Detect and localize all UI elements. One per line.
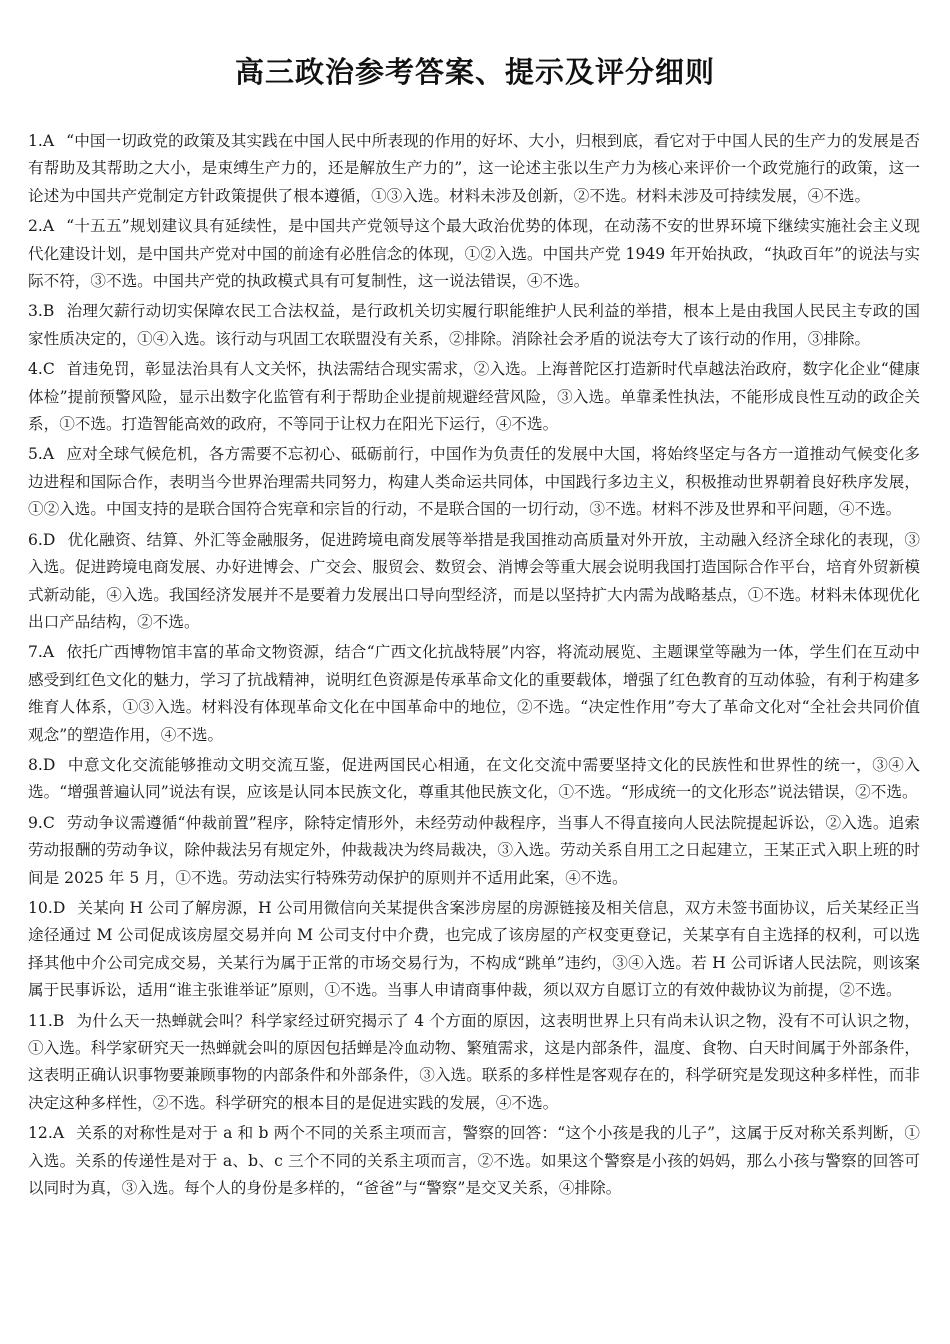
explanation-text: 依托广西博物馆丰富的革命文物资源，结合“广西文化抗战特展”内容，将流动展览、主题课堂等融为一体，学生们在互动中感受到红色文化的魅力，学习了抗战精神，说明红色资源是传承革命文化的重要载体，增强了红色教育的互动体验，有利于构建多维育人体系，①③入选。材料没有体现革命文化在中国革命中的地位，②不选。“决定性作用”夸大了革命文化对“全社会共同价值观念”的塑造作用，④不选。	[28, 643, 920, 744]
answer-item-12	[28, 1120, 920, 1202]
answer-item-2	[28, 213, 920, 295]
explanation-text: 优化融资、结算、外汇等金融服务，促进跨境电商发展等举措是我国推动高质量对外开放，主动融入经济全球化的表现，③入选。促进跨境电商发展、办好进博会、广交会、服贸会、数贸会、消博会等重大展会说明我国打造国际合作平台，培育外贸新模式新动能，④入选。我国经济发展并不是要着力发展出口导向型经济，而是以坚持扩大内需为战略基点，①不选。材料未体现优化出口产品结构，②不选。	[28, 530, 920, 631]
answer-letter: C	[42, 360, 55, 379]
answer-item-5	[28, 441, 920, 523]
explanation-text: “中国一切政党的政策及其实践在中国人民中所表现的作用的好坏、大小，归根到底，看它对于中国人民的生产力的发展是否有帮助及其帮助之大小，是束缚生产力的，还是解放生产力的”，这一论述主张以生产力为核心来评价一个政党施行的政策，这一论述为中国共产党制定方针政策提供了根本遵循，①③入选。材料未涉及创新，②不选。材料未涉及可持续发展，④不选。	[28, 132, 920, 205]
answer-item-6	[28, 527, 920, 637]
answer-item-7	[28, 639, 920, 749]
explanation-text: 为什么天一热蝉就会叫？科学家经过研究揭示了 4 个方面的原因，这表明世界上只有尚未认识之物，没有不可认识之物，①入选。科学家研究天一热蝉就会叫的原因包括蝉是冷血动物、繁殖需求，这是内部条件，温度、食物、白天时间属于外部条件，这表明正确认识事物要兼顾事物的内部条件和外部条件，③入选。联系的多样性是客观存在的，科学研究是发现这种多样性，而非决定这种多样性，②不选。科学研究的根本目的是促进实践的发展，④不选。	[28, 1011, 920, 1112]
answer-item-1	[28, 128, 920, 210]
answer-item-10	[28, 895, 920, 1005]
question-number: 2.	[28, 217, 43, 236]
answer-letter: A	[42, 445, 55, 464]
answer-list	[28, 128, 920, 1205]
question-number: 9.	[28, 813, 43, 832]
explanation-text: 中意文化交流能够推动文明交流互鉴，促进两国民心相通，在文化交流中需要坚持文化的民族性和世界性的统一，③④入选。“增强普遍认同”说法有误，应该是认同本民族文化，尊重其他民族文化，①不选。“形成统一的文化形态”说法错误，②不选。	[28, 755, 920, 802]
question-number: 12.	[28, 1124, 53, 1143]
question-number: 11.	[28, 1011, 53, 1030]
answer-letter: D	[42, 530, 56, 549]
page-title: 高三政治参考答案、提示及评分细则	[234, 55, 715, 89]
explanation-text: 应对全球气候危机，各方需要不忘初心、砥砺前行，中国作为负责任的发展中大国，将始终坚定与各方一道推动气候变化多边进程和国际合作，表明当今世界治理需共同努力，构建人类命运共同体，中国践行多边主义，积极推动世界朝着良好秩序发展，①②入选。中国支持的是联合国符合宪章和宗旨的行动，不是联合国的一切行动，③不选。材料不涉及世界和平问题，④不选。	[28, 445, 920, 519]
answer-item-8	[28, 752, 920, 807]
explanation-text: 劳动争议需遵循“仲裁前置”程序，除特定情形外，未经劳动仲裁程序，当事人不得直接向人民法院提起诉讼，②入选。追索劳动报酬的劳动争议，除仲裁法另有规定外，仲裁裁决为终局裁决，③入选。劳动关系自用工之日起建立，王某正式入职上班的时间是 2025 年 5 月，①不选。劳动法实行特殊劳动保护的原则并不适用此案，④不选。	[28, 813, 920, 887]
explanation-text: 关某向 H 公司了解房源，H 公司用微信向关某提供含案涉房屋的房源链接及相关信息，双方未签书面协议，后关某经正当途径通过 M 公司促成该房屋交易并向 M 公司支付中介费，也完成了该房屋的产权变更登记，关某享有自主选择的权利，可以选择其他中介公司完成交易，关某行为属于正常的市场交易行为，不构成“跳单”违约，③④入选。若 H 公司诉诸人民法院，则该案属于民事诉讼，适用“谁主张谁举证”原则，①不选。当事人申请商事仲裁，须以双方自愿订立的有效仲裁协议为前提，②不选。	[28, 898, 920, 1000]
answer-item-9	[28, 810, 920, 892]
question-number: 7.	[28, 643, 43, 662]
question-number: 1.	[28, 132, 43, 150]
answer-letter: A	[52, 1124, 65, 1143]
explanation-text: 治理欠薪行动切实保障农民工合法权益，是行政机关切实履行职能维护人民利益的举措，根本上是由我国人民民主专政的国家性质决定的，①④入选。该行动与巩固工农联盟没有关系，②排除。消除社会矛盾的说法夸大了该行动的作用，③排除。	[28, 302, 920, 348]
question-number: 8.	[28, 755, 43, 774]
question-number: 6.	[28, 530, 43, 549]
answer-letter: D	[42, 755, 56, 774]
answer-letter: C	[42, 813, 55, 832]
answer-item-3	[28, 298, 920, 353]
question-number: 10.	[28, 898, 53, 917]
answer-item-11	[28, 1008, 920, 1118]
explanation-text: 首违免罚，彰显法治具有人文关怀，执法需结合现实需求，②入选。上海普陀区打造新时代卓越法治政府，数字化企业“健康体检”提前预警风险，显示出数字化监管有利于帮助企业提前规避经营风险，③入选。单靠柔性执法，不能形成良性互动的政企关系，①不选。打造智能高效的政府，不等同于让权力在阳光下运行，④不选。	[28, 360, 920, 434]
question-number: 5.	[28, 445, 43, 464]
explanation-text: 关系的对称性是对于 a 和 b 两个不同的关系主项而言，警察的回答：“这个小孩是我的儿子”，这属于反对称关系判断，①入选。关系的传递性是对于 a、b、c 三个不同的关系主项而言，②不选。如果这个警察是小孩的妈妈，那么小孩与警察的回答可以同时为真，③入选。每个人的身份是多样的，“爸爸”与“警察”是交叉关系，④排除。	[28, 1124, 920, 1198]
question-number: 3.	[28, 302, 43, 321]
explanation-text: “十五五”规划建议具有延续性，是中国共产党领导这个最大政治优势的体现，在动荡不安的世界环境下继续实施社会主义现代化建设计划，是中国共产党对中国的前途有必胜信念的体现，①②入选。中国共产党 1949 年开始执政，“执政百年”的说法与实际不符，③不选。中国共产党的执政模式具有可复制性，这一说法错误，④不选。	[28, 217, 921, 291]
answer-letter: A	[42, 643, 55, 662]
answer-letter: D	[52, 898, 66, 917]
answer-letter: A	[42, 132, 55, 150]
answer-letter: A	[42, 217, 55, 236]
answer-letter: B	[52, 1011, 65, 1030]
question-number: 4.	[28, 360, 43, 379]
answer-item-4	[28, 356, 920, 438]
answer-letter: B	[42, 302, 55, 321]
